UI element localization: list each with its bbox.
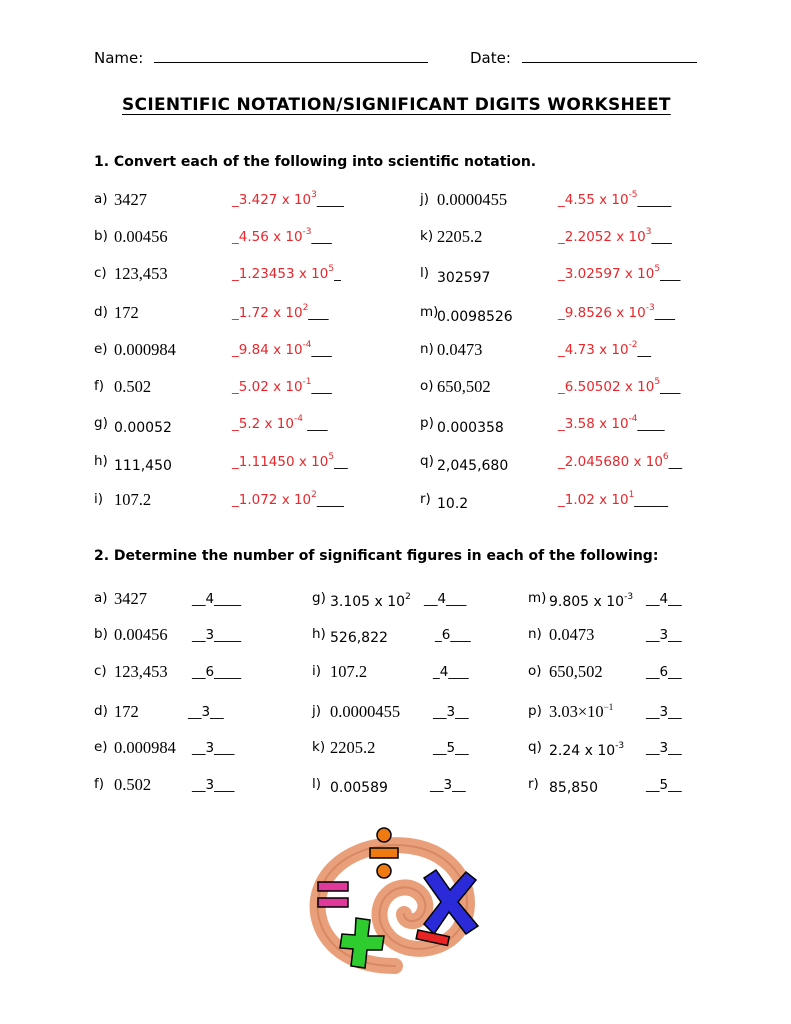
question-value	[549, 594, 633, 610]
value-base: 526,822	[330, 630, 388, 646]
question-label: d)	[94, 304, 108, 320]
question-value	[114, 589, 147, 609]
question-value: 172	[114, 303, 139, 322]
question-value	[330, 702, 400, 722]
answer-text	[232, 192, 344, 208]
question-label: r)	[420, 491, 431, 507]
sig-fig-answer: __6__	[646, 664, 682, 680]
answer-mantissa: _3.02597 x 10	[558, 266, 655, 282]
question-label: r)	[528, 776, 539, 792]
answer-blank: _____	[637, 192, 672, 208]
question-label: i)	[312, 663, 322, 679]
answer-mantissa: _6.50502 x 10	[558, 379, 655, 395]
value-base: 2.24 x 10	[549, 743, 616, 759]
value-base: 85,850	[549, 780, 598, 796]
question-label: b)	[94, 228, 108, 244]
question-label: h)	[94, 453, 108, 469]
question-value	[330, 630, 388, 646]
answer-blank: ___	[311, 229, 332, 245]
sig-fig-answer: _6___	[435, 627, 471, 643]
answer-blank: __	[668, 454, 683, 470]
sig-fig-answer: __3__	[646, 627, 682, 643]
sig-fig-answer: __3__	[430, 777, 466, 793]
section2-heading: 2. Determine the number of significant figures in each of the following:	[94, 548, 659, 564]
answer-text	[232, 342, 332, 358]
answer-mantissa: _5.2 x 10	[232, 416, 294, 432]
sig-fig-answer: __4__	[646, 591, 682, 607]
question-label: f)	[94, 776, 105, 792]
question-label: g)	[312, 590, 326, 606]
value-base: 3.03×10	[549, 702, 604, 721]
question-label: i)	[94, 491, 104, 507]
sig-fig-answer: __5__	[646, 777, 682, 793]
date-field[interactable]	[470, 48, 697, 67]
answer-mantissa: _1.072 x 10	[232, 492, 312, 508]
answer-text	[232, 305, 329, 321]
question-value	[330, 780, 388, 796]
question-label: j)	[420, 191, 430, 207]
answer-exponent: 2	[302, 303, 309, 313]
answer-blank: ___	[660, 379, 681, 395]
question-value	[549, 702, 613, 722]
value-exponent: -3	[615, 741, 625, 751]
sig-fig-answer: __3__	[646, 704, 682, 720]
question-value: 0.00456	[114, 227, 168, 246]
answer-exponent: -4	[293, 414, 303, 424]
answer-mantissa: _1.02 x 10	[558, 492, 629, 508]
question-label: n)	[528, 626, 542, 642]
value-base: 3.105 x 10	[330, 594, 406, 610]
value-base: 3427	[114, 589, 147, 608]
question-label: g)	[94, 415, 108, 431]
answer-blank: _	[334, 266, 341, 282]
question-value: 111,450	[114, 458, 172, 474]
question-value: 0.502	[114, 377, 152, 396]
name-blank	[154, 48, 428, 63]
question-label: q)	[420, 453, 434, 469]
answer-text	[232, 492, 344, 508]
question-value: 0.0473	[437, 340, 483, 359]
question-label: o)	[420, 378, 434, 394]
question-label: b)	[94, 626, 108, 642]
answer-blank: __	[637, 342, 652, 358]
answer-text	[232, 266, 341, 282]
question-value	[114, 775, 151, 795]
answer-text	[558, 305, 675, 321]
date-label: Date:	[470, 49, 511, 67]
question-value: 0.000358	[437, 420, 504, 436]
answer-blank: ____	[316, 492, 344, 508]
sig-fig-answer: __5__	[433, 740, 469, 756]
answer-blank: __	[334, 454, 348, 470]
value-exponent: 2	[405, 592, 411, 602]
value-base: 9.805 x 10	[549, 594, 625, 610]
date-blank	[522, 48, 697, 63]
answer-mantissa: _9.84 x 10	[232, 342, 303, 358]
answer-text	[558, 379, 680, 395]
question-value: 2,045,680	[437, 458, 509, 474]
answer-exponent: -5	[628, 190, 638, 200]
answer-exponent: -3	[645, 303, 655, 313]
answer-text	[232, 454, 348, 470]
value-base: 0.00589	[330, 780, 388, 796]
question-label: k)	[420, 228, 434, 244]
question-label: m)	[420, 304, 439, 320]
question-label: n)	[420, 341, 434, 357]
question-value: 123,453	[114, 264, 168, 283]
answer-text	[558, 492, 668, 508]
answer-blank: ___	[654, 305, 675, 321]
question-label: o)	[528, 663, 542, 679]
answer-blank: ___	[311, 342, 332, 358]
answer-exponent: -2	[628, 340, 638, 350]
question-label: e)	[94, 341, 108, 357]
question-label: k)	[312, 739, 326, 755]
question-label: h)	[312, 626, 326, 642]
value-base: 0.000984	[114, 738, 176, 757]
answer-text	[558, 192, 671, 208]
question-value: 2205.2	[437, 227, 483, 246]
sig-fig-answer: __3__	[433, 704, 469, 720]
answer-blank: ___	[302, 416, 328, 432]
answer-exponent: 5	[328, 264, 335, 274]
answer-text	[558, 266, 680, 282]
question-value: 0.0098526	[437, 309, 513, 325]
question-label: p)	[420, 415, 434, 431]
answer-mantissa: _4.55 x 10	[558, 192, 629, 208]
math-symbols-clipart	[300, 826, 490, 974]
value-base: 2205.2	[330, 738, 376, 757]
question-value	[549, 780, 598, 796]
value-base: 0.0000455	[330, 702, 401, 721]
sig-fig-answer: __6____	[192, 664, 242, 680]
answer-mantissa: _9.8526 x 10	[558, 305, 646, 321]
sig-fig-answer: __3__	[188, 704, 224, 720]
question-value: 650,502	[437, 377, 491, 396]
question-label: l)	[312, 776, 322, 792]
answer-text	[232, 229, 332, 245]
question-label: f)	[94, 378, 105, 394]
answer-exponent: -4	[628, 414, 638, 424]
answer-exponent: 5	[654, 264, 661, 274]
divide-symbol	[370, 828, 398, 878]
question-label: p)	[528, 703, 542, 719]
answer-mantissa: _1.23453 x 10	[232, 266, 329, 282]
sig-fig-answer: __3___	[192, 777, 235, 793]
sig-fig-answer: __3____	[192, 627, 242, 643]
value-base: 0.0473	[549, 625, 595, 644]
answer-mantissa: _3.427 x 10	[232, 192, 312, 208]
answer-text	[558, 454, 682, 470]
value-base: 0.502	[114, 775, 152, 794]
answer-text	[558, 416, 665, 432]
answer-blank: _____	[634, 492, 669, 508]
question-value: 0.00052	[114, 420, 172, 436]
question-value: 3427	[114, 190, 147, 209]
sig-fig-answer: __3__	[646, 740, 682, 756]
answer-exponent: 3	[645, 227, 652, 237]
question-label: l)	[420, 265, 430, 281]
question-value	[549, 625, 594, 645]
question-value	[549, 743, 624, 759]
answer-exponent: 5	[654, 377, 661, 387]
question-label: j)	[312, 703, 322, 719]
answer-mantissa: _3.58 x 10	[558, 416, 629, 432]
question-label: a)	[94, 191, 108, 207]
answer-exponent: 6	[662, 452, 669, 462]
value-base: 107.2	[330, 662, 368, 681]
answer-exponent: 1	[628, 490, 635, 500]
question-label: c)	[94, 663, 107, 679]
value-exponent: -3	[624, 592, 634, 602]
question-label: c)	[94, 265, 107, 281]
answer-blank: ____	[316, 192, 344, 208]
value-base: 172	[114, 702, 139, 721]
answer-mantissa: _2.045680 x 10	[558, 454, 663, 470]
answer-text	[232, 416, 328, 432]
answer-blank: ___	[660, 266, 681, 282]
question-value	[330, 662, 367, 682]
answer-exponent: -3	[302, 227, 312, 237]
worksheet-title: SCIENTIFIC NOTATION/SIGNIFICANT DIGITS WORKSHEET	[122, 95, 671, 115]
question-label: e)	[94, 739, 108, 755]
section1-heading: 1. Convert each of the following into scientific notation.	[94, 154, 537, 170]
sig-fig-answer: __4___	[424, 591, 467, 607]
name-label: Name:	[94, 49, 144, 67]
value-base: 0.00456	[114, 625, 168, 644]
name-field[interactable]	[94, 48, 428, 67]
answer-text	[232, 379, 332, 395]
answer-mantissa: _4.56 x 10	[232, 229, 303, 245]
question-label: q)	[528, 739, 542, 755]
answer-blank: ___	[308, 305, 329, 321]
question-value	[330, 738, 375, 758]
answer-mantissa: _1.11450 x 10	[232, 454, 329, 470]
sig-fig-answer: _4___	[433, 664, 469, 680]
answer-text	[558, 229, 672, 245]
question-value	[330, 594, 411, 610]
answer-blank: ___	[311, 379, 332, 395]
question-value: 0.0000455	[437, 190, 508, 209]
sig-fig-answer: __3___	[192, 740, 235, 756]
answer-blank: ____	[637, 416, 665, 432]
value-exponent: −1	[603, 702, 614, 712]
answer-mantissa: _5.02 x 10	[232, 379, 303, 395]
answer-exponent: -1	[302, 377, 312, 387]
answer-mantissa: _2.2052 x 10	[558, 229, 646, 245]
question-value	[549, 662, 603, 682]
question-value	[114, 702, 139, 722]
answer-mantissa: _4.73 x 10	[558, 342, 629, 358]
answer-exponent: 5	[328, 452, 335, 462]
question-value	[114, 738, 176, 758]
question-value: 302597	[437, 270, 491, 286]
answer-text	[558, 342, 651, 358]
question-value: 10.2	[437, 496, 469, 512]
answer-exponent: 3	[311, 190, 317, 200]
question-label: m)	[528, 590, 547, 606]
question-value: 0.000984	[114, 340, 176, 359]
question-value	[114, 625, 168, 645]
answer-exponent: -4	[302, 340, 312, 350]
value-base: 650,502	[549, 662, 603, 681]
answer-blank: ___	[651, 229, 672, 245]
question-value	[114, 662, 168, 682]
answer-mantissa: _1.72 x 10	[232, 305, 303, 321]
answer-exponent: 2	[311, 490, 317, 500]
question-label: a)	[94, 590, 108, 606]
question-value: 107.2	[114, 490, 152, 509]
sig-fig-answer: __4____	[192, 591, 242, 607]
question-label: d)	[94, 703, 108, 719]
value-base: 123,453	[114, 662, 168, 681]
